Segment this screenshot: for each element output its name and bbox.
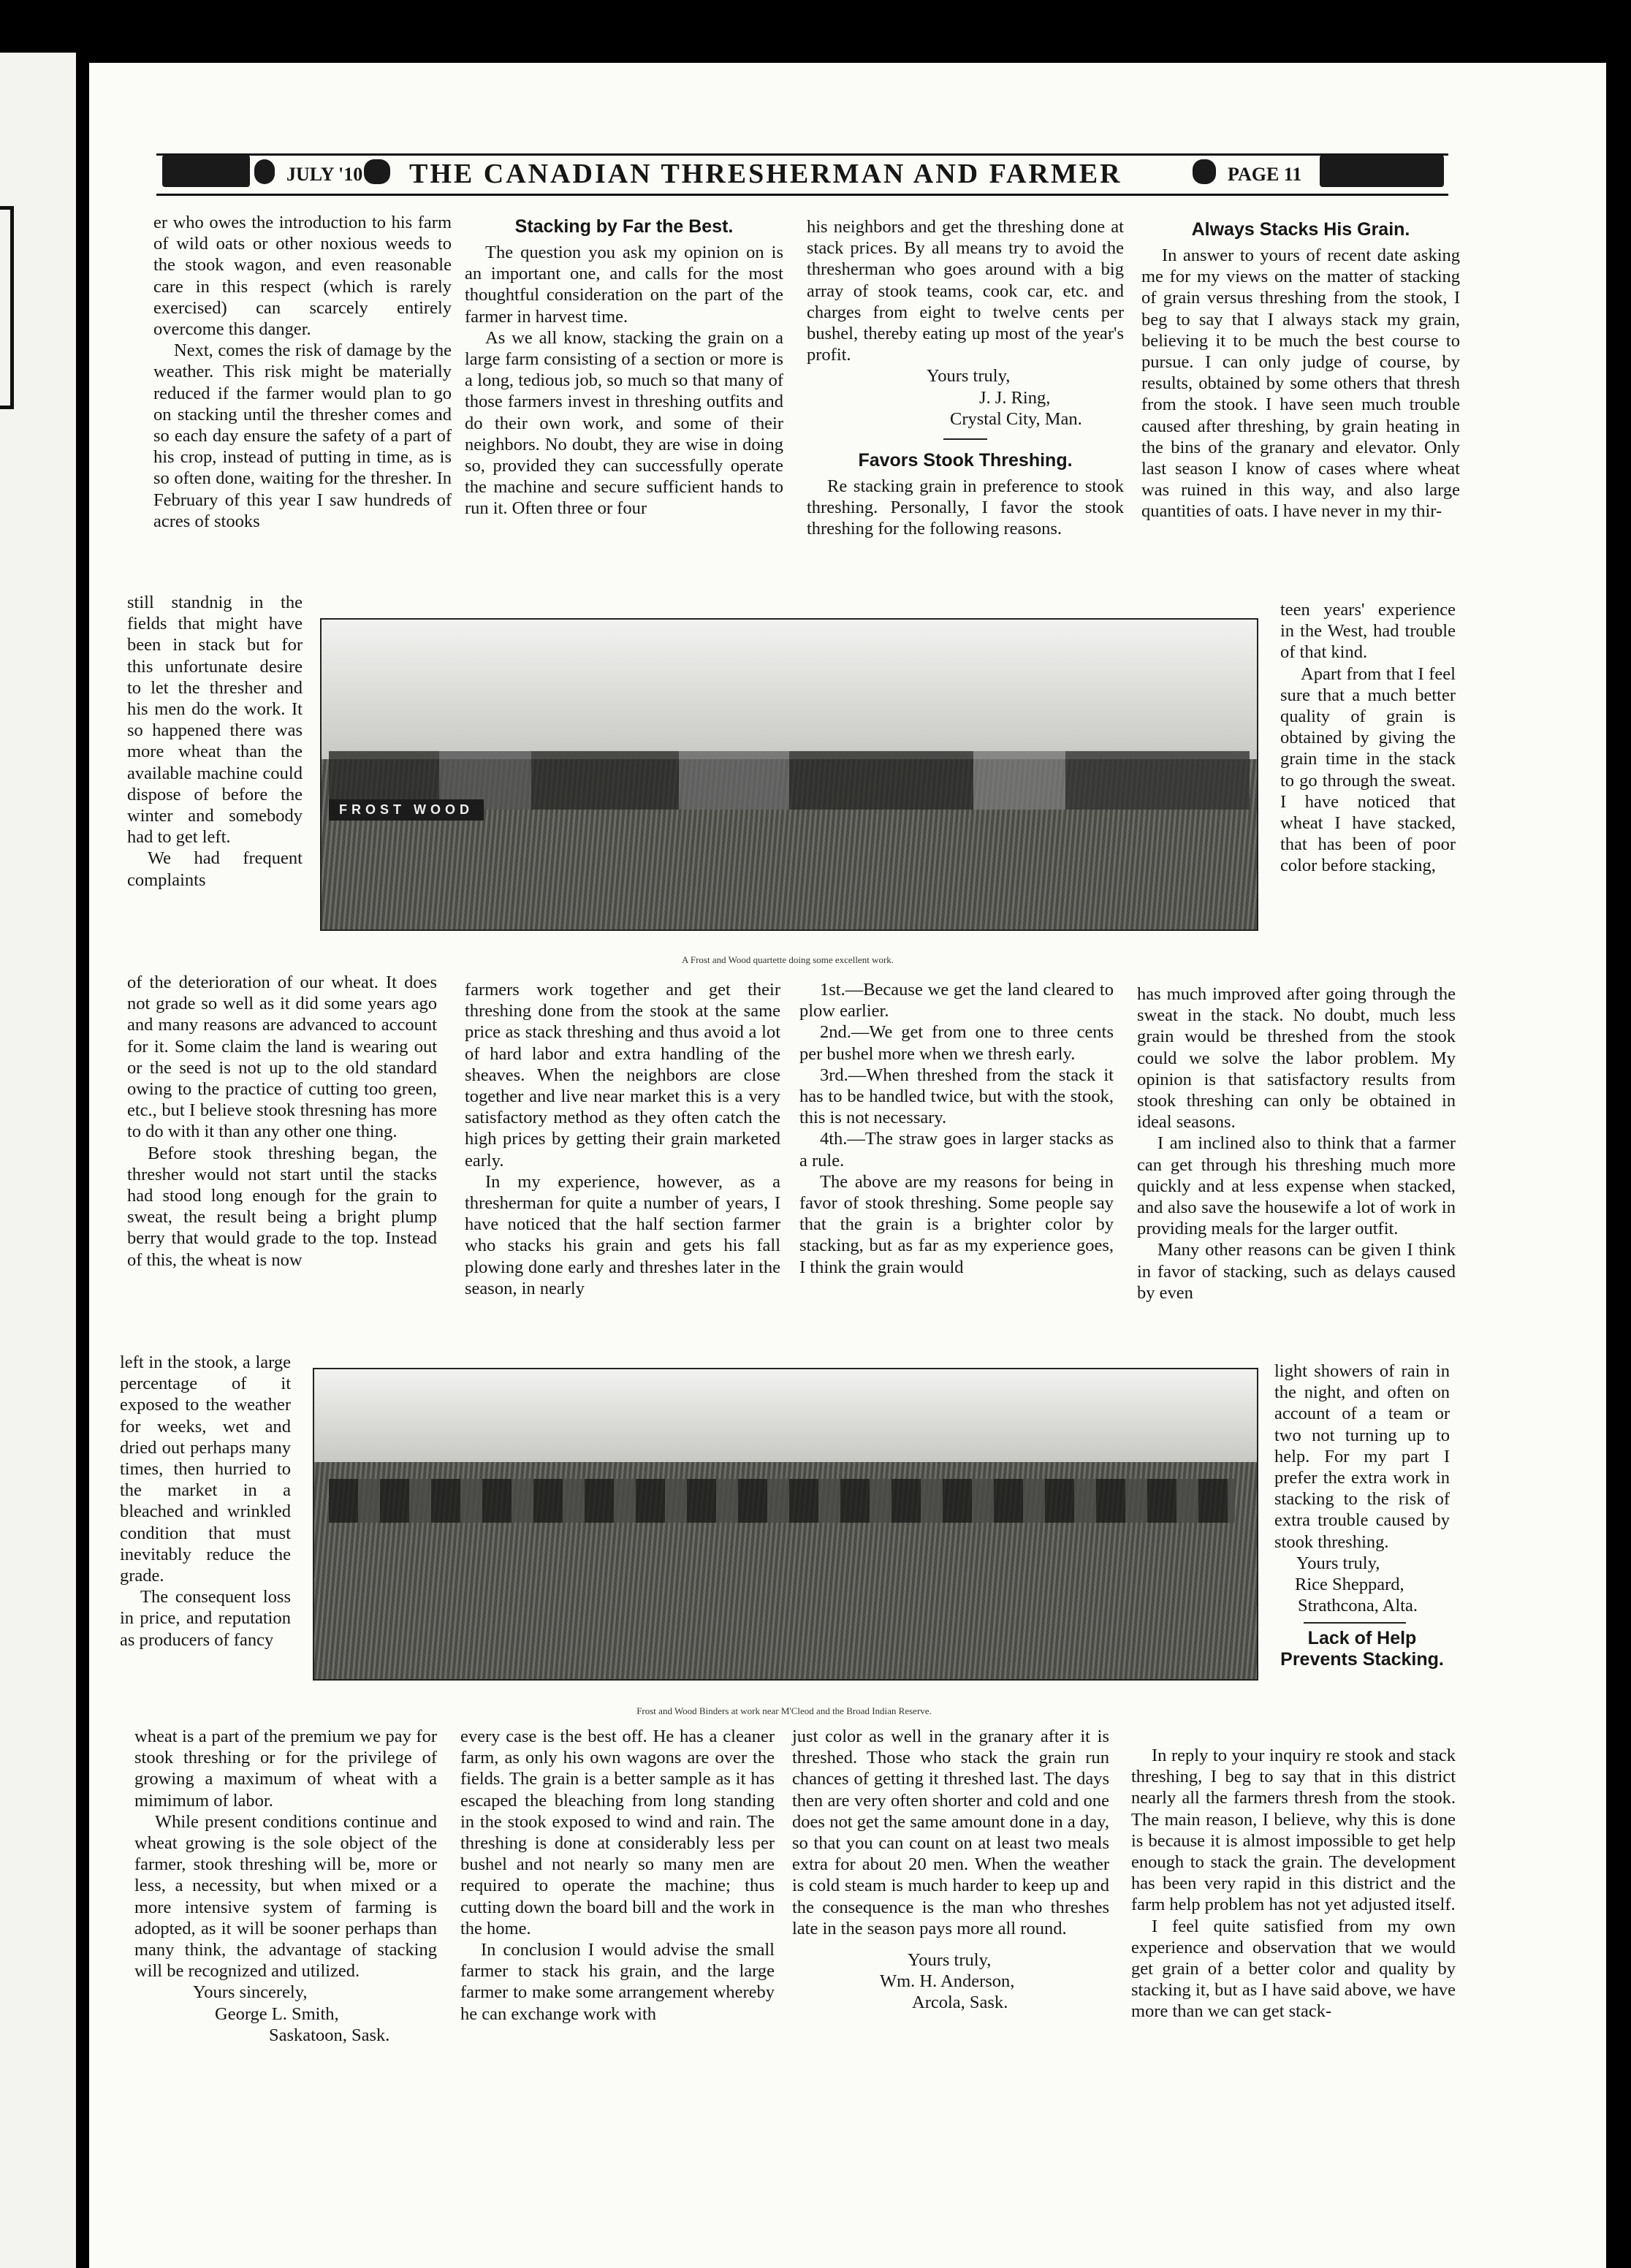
- column-1-narrow-lower: [120, 1352, 291, 1651]
- photo-frost-wood-quartette: [320, 618, 1258, 931]
- col2-bottom-paragraph-2: In conclusion I would advise the small farmer to stack his grain, and the large farmer to make some arrangement whereby he can exchange work with: [460, 1940, 775, 2024]
- col3-bottom-signature-greeting: Yours truly,: [908, 1950, 992, 1971]
- col1-narrow-lower-paragraph: left in the stook, a large percentage of it exposed to the weather for weeks, wet and dried out perhaps many times, then hurried to the market in a bleached and wrinkled condition that must inevitably reduce the grade.: [120, 1352, 291, 1586]
- col2-bottom-paragraph: every case is the best off. He has a cleaner farm, as only his own wagons are over the fields. The grain is a better sample as it has escaped the bleaching from long standing in the stook exposed to wind and rain. The threshing is done at considerably less per bushel and not nearly so many men are required to operate the machine; thus cutting down the board bill and the work in the home.: [460, 1727, 775, 1938]
- col1-middle-paragraph: of the deterioration of our wheat. It does not grade so well as it did some years ago and many reasons are advanced to account for it. Some claim the land is wearing out or the seed is not up to the old standard owing to the practice of cutting too green, etc., but I believe stook thresning has more to do with it than any other one thing.: [127, 973, 437, 1142]
- col4-divider: [1304, 1622, 1406, 1624]
- col1-signature-place: Saskatoon, Sask.: [269, 2025, 390, 2045]
- col4-bottom-paragraph: In reply to your inquiry re stook and stack threshing, I beg to say that in this district nearly all the farmers thresh from the stook. The main reason, I believe, why this is done is because it is almost impossible to get help enough to stack the grain. The development has been very rapid in this district and the farm help problem has not yet adjusted itself.: [1131, 1746, 1456, 1915]
- col4-narrow-paragraph-2: Apart from that I feel sure that a much better quality of grain is obtained by giving the grain time in the stack to go through the sweat. I have noticed that wheat I have stacked, that has been of poor color before stacking,: [1280, 663, 1456, 876]
- column-4-narrow: [1280, 599, 1456, 877]
- issue-date: JULY '10: [286, 164, 363, 185]
- col2-paragraph-2: As we all know, stacking the grain on a large farm consisting of a section or more is a long, tedious job, so much so that many of those farmers invest in threshing outfits and do their own work, and some of their neighbors. No doubt, they are wise in doing so, provided they can successfully operate the machine and secure sufficient hands to run it. Often three or four: [465, 327, 783, 519]
- column-1-top: [153, 212, 452, 532]
- photo-frost-wood-binders: [313, 1368, 1258, 1681]
- col3-heading: Favors Stook Threshing.: [858, 450, 1073, 471]
- column-2-top: [465, 216, 783, 520]
- col3-paragraph-2: Re stacking grain in preference to stook threshing. Personally, I favor the stook threshing for the following reasons.: [807, 476, 1124, 539]
- col2-middle-paragraph: farmers work together and get their threshing done from the stook at the same price as stack threshing and thus avoid a lot of hard labor and extra handling of the sheaves. When the neighbors are close together and live near market this is a very satisfactory method as they often catch the high prices by getting their grain marketed early.: [465, 980, 780, 1171]
- column-3-top: [807, 216, 1124, 540]
- col4-heading-2: Lack of Help Prevents Stacking.: [1280, 1628, 1444, 1670]
- col4-middle-paragraph-2: I am inclined also to think that a farmer can get through his threshing much more quickly and at less expense when stacked, and also save the housewife a lot of work in providing meals for the larger outfit.: [1137, 1133, 1456, 1239]
- col3-reason-2: 2nd.—We get from one to three cents per bushel more when we thresh early.: [799, 1022, 1114, 1064]
- col3-bottom-paragraph: just color as well in the granary after it is threshed. Those who stack the grain run chances of getting it threshed last. The days then are very often shorter and cold and one does not get the same amount done in a day, so that you can count on at least two meals extra for about 20 men. When the weather is cold steam is much harder to keep up and the consequence is the man who threshes late in the season pays more all round.: [792, 1727, 1109, 1938]
- photo-1-caption: A Frost and Wood quartette doing some excellent work.: [681, 954, 894, 965]
- col4-narrow-lower-paragraph: light showers of rain in the night, and often on account of a team or two not turning up to help. For my part I prefer the extra work in stacking to the risk of extra trouble caused by stook threshing.: [1274, 1361, 1450, 1552]
- col1-middle-paragraph-2: Before stook threshing began, the thresher would not start until the stacks had stood long enough for the grain to sweat, the result being a bright plump berry that would grade to the top. Instead of this, the wheat is now: [127, 1143, 437, 1270]
- col4-middle-paragraph: has much improved after going through the sweat in the stack. No doubt, much less grain would be threshed from the stook could we solve the labor problem. My opinion is that satisfactory results from stook threshing can only be obtained in ideal seasons.: [1137, 984, 1456, 1133]
- horse-teams-row: [329, 1479, 1235, 1523]
- photo-2-sky: [314, 1369, 1257, 1462]
- col3-bottom-signature-name: Wm. H. Anderson,: [880, 1971, 1015, 1992]
- page-number: PAGE 11: [1228, 164, 1302, 185]
- column-3-middle: [799, 979, 1114, 1278]
- column-4-narrow-lower: [1274, 1361, 1450, 1675]
- col3-paragraph-1: his neighbors and get the threshing done at stack prices. By all means try to avoid the thresherman who goes around with a big array of stook teams, cook car, etc. and charges from eight to twelve cents per bushel, thereby eating up most of the year's profit.: [807, 217, 1124, 365]
- right-ornament-icon: [1320, 155, 1444, 187]
- col3-signature-greeting: Yours truly,: [927, 366, 1011, 387]
- col3-reason-summary: The above are my reasons for being in favor of stook threshing. Some people say that the grain is a brighter color by stacking, but as far as my experience goes, I think the grain would: [799, 1171, 1114, 1277]
- col3-bottom-signature-place: Arcola, Sask.: [912, 1993, 1008, 2013]
- col1-bottom-paragraph-2: While present conditions continue and wheat growing is the sole object of the farmer, stook threshing will be, more or less, a necessity, but when mixed or a more intensive system of farming is adopted, as it will be sooner perhaps than many think, the advantage of stacking will be recognized and utilized.: [134, 1811, 437, 1982]
- col1-narrow-paragraph-2: We had frequent complaints: [127, 848, 303, 890]
- col2-heading: Stacking by Far the Best.: [514, 216, 734, 237]
- col4-heading: Always Stacks His Grain.: [1191, 219, 1410, 240]
- left-ornament-icon: [162, 155, 250, 187]
- col1-signature-name: George L. Smith,: [215, 2003, 339, 2024]
- column-4-bottom: [1131, 1745, 1456, 2022]
- column-2-middle: [465, 979, 780, 1299]
- date-scroll-icon: [364, 159, 390, 184]
- col1-narrow-lower-paragraph-2: The consequent loss in price, and reputation as producers of fancy: [120, 1587, 291, 1650]
- column-3-bottom: [792, 1726, 1109, 2014]
- col4-signature-place: Strathcona, Alta.: [1298, 1596, 1418, 1616]
- column-4-middle: [1137, 983, 1456, 1304]
- col4-middle-paragraph-3: Many other reasons can be given I think in favor of stacking, such as delays caused by even: [1137, 1240, 1456, 1303]
- col3-reason-3: 3rd.—When threshed from the stack it has to be handled twice, but with the stook, this is not necessary.: [799, 1065, 1114, 1128]
- col4-signature-name: Rice Sheppard,: [1295, 1575, 1404, 1595]
- col4-signature-greeting: Yours truly,: [1296, 1553, 1380, 1573]
- col1-paragraph-2: Next, comes the risk of damage by the weather. This risk might be materially reduced if the farmer would plan to go on stacking until the thresher comes and so each day ensure the safety of a part of his crop, instead of putting in time, as is so often done, waiting for the thresher. In February of this year I saw hundreds of acres of stooks: [153, 340, 452, 531]
- col2-middle-paragraph-2: In my experience, however, as a thresherman for quite a number of years, I have noticed that the half section farmer who stacks his grain and gets his fall plowing done early and threshes later in the season, in nearly: [465, 1171, 780, 1298]
- col1-signature-greeting: Yours sincerely,: [193, 1982, 308, 2003]
- column-2-bottom: [460, 1726, 775, 2025]
- col1-narrow-paragraph: still standnig in the fields that might have been in stack but for this unfortunate desire to let the thresher and his men do the work. It so happened there was more wheat than the available machine could dispose of before the winter and somebody had to get left.: [127, 593, 303, 848]
- col3-reason-4: 4th.—The straw goes in larger stacks as a rule.: [799, 1129, 1114, 1171]
- photo-2-caption: Frost and Wood Binders at work near M'Cleod and the Broad Indian Reserve.: [636, 1705, 932, 1716]
- photo-1-sky: [322, 620, 1257, 759]
- left-scroll-icon: [254, 159, 275, 184]
- page-scroll-icon: [1193, 159, 1216, 184]
- col4-bottom-paragraph-2: I feel quite satisfied from my own experience and observation that we would get grain of a better color and quality by stacking it, but as I have said above, we have more than we can get stack-: [1131, 1916, 1456, 2022]
- column-1-bottom: [134, 1726, 437, 2046]
- column-4-top: [1141, 219, 1460, 522]
- col3-divider: [943, 438, 987, 440]
- column-1-middle: [127, 972, 437, 1271]
- col1-bottom-paragraph: wheat is a part of the premium we pay for stook threshing or for the privilege of growing a maximum of wheat with a mimimum of labor.: [134, 1727, 437, 1811]
- col2-paragraph-1: The question you ask my opinion on is an important one, and calls for the most thoughtful consideration on the part of the farmer in harvest time.: [465, 243, 783, 327]
- col3-signature-place: Crystal City, Man.: [950, 408, 1082, 429]
- col3-signature-name: J. J. Ring,: [979, 387, 1051, 408]
- col3-reason-1: 1st.—Because we get the land cleared to plow earlier.: [799, 980, 1114, 1021]
- publication-title: THE CANADIAN THRESHERMAN AND FARMER: [409, 159, 1122, 189]
- col1-paragraph-1: er who owes the introduction to his farm of wild oats or other noxious weeds to the stook wagon, and even reasonable care in this respect (which is rarely exercised) can scarcely entirely overcome this danger.: [153, 213, 452, 340]
- column-1-narrow: [127, 592, 303, 891]
- previous-page-edge: [0, 53, 76, 2268]
- previous-page-box: [0, 206, 14, 409]
- col4-paragraph-1: In answer to yours of recent date asking me for my views on the matter of stacking of grain versus threshing from the stook, I beg to say that I always stack my grain, believing it to be much the best course to pursue. I can only judge of course, by results, obtained by some others that thresh from the stook. I have seen much trouble caused after threshing, by grain heating in the bins of the granary and elevator. Only last season I know of cases where wheat was ruined in this way, and also large quantities of oats. I have never in my thir-: [1141, 246, 1460, 522]
- frost-wood-sign: FROST WOOD: [329, 799, 484, 821]
- col4-narrow-paragraph: teen years' experience in the West, had trouble of that kind.: [1280, 600, 1456, 663]
